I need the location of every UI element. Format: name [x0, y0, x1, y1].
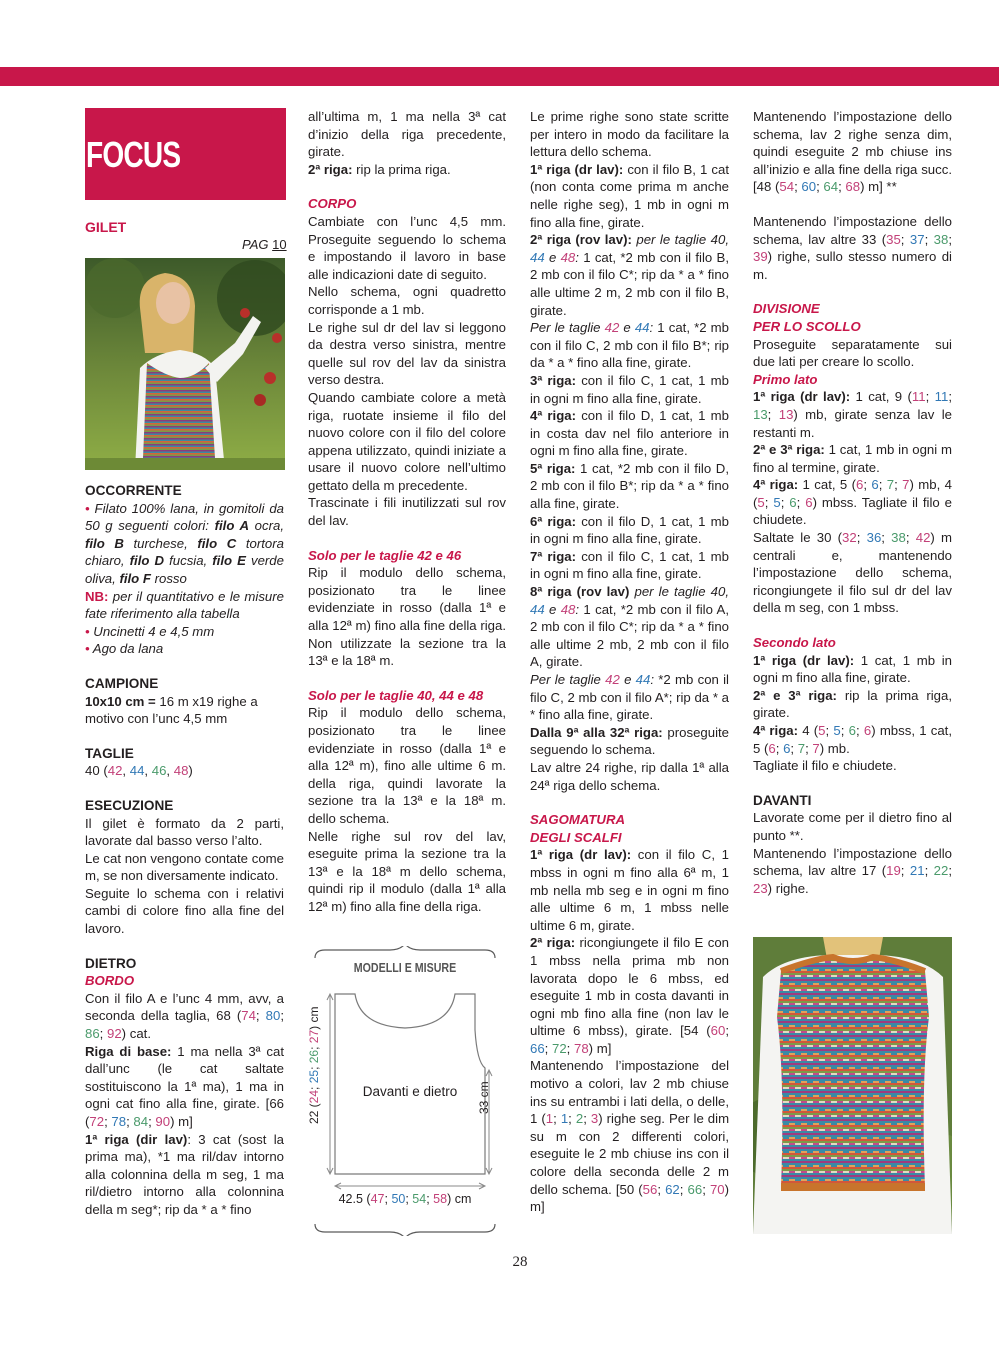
execution-text-1: Il gilet è formato da 2 parti, lavorate dal basso verso l’alto. — [85, 815, 284, 849]
c4-text-2: Mantenendo l’impostazione dello schema, lav altre 33 (35; 37; 38; 39) righe, sullo stesso numero di m. — [753, 213, 952, 282]
column-2 — [308, 108, 506, 916]
c3-row-6: 6ª riga: con il filo D, 1 cat, 1 mb in ogni m fino alla fine, girate. — [530, 513, 729, 547]
page-number: 28 — [512, 1254, 528, 1270]
section-title: FOCUS — [86, 134, 181, 175]
c3-row-8-alt: Per le taglie 42 e 44: *2 mb con il filo C, 2 mb con il filo A*; rip da * a * fino alla fine, girate. — [530, 672, 729, 723]
front-text-1: Lavorate come per il dietro fino al punto **. — [753, 810, 952, 843]
subheading-sagomatura: SAGOMATURA DEGLI SCALFI — [530, 812, 625, 845]
materials-note: NB: per il quantitativo e le misure fate riferimento alla tabella — [85, 588, 284, 622]
back-border-text: Con il filo A e l’unc 4 mm, avv, a seconda della taglia, 68 (74; 80; 86; 92) cat. — [85, 990, 284, 1042]
diagram-height-right: 33 cm — [477, 1081, 491, 1114]
subheading-bordo: BORDO — [85, 973, 135, 989]
heading-occorrente: OCCORRENTE — [85, 483, 182, 498]
heading-taglie: TAGLIE — [85, 745, 134, 761]
armhole-row-2: 2ª riga: ricongiungete il filo E con 1 mbss nella prima mb non lavorata dopo le 6 mbss, ed eseguite 1 mb in costa davanti in ogni mb fino alla fine (non lav le ultime 6 mbss), girate. [54 (60; 66; 72; 78) m] — [530, 935, 729, 1056]
c3-row-3: 3ª riga: con il filo C, 1 cat, 1 mb in ogni m fino alla fine, girate. — [530, 372, 729, 406]
materials-needle: • Ago da lana — [85, 641, 164, 657]
column-4 — [753, 108, 952, 897]
column-1 — [85, 482, 284, 1219]
subheading-divisione: DIVISIONE PER LO SCOLLO — [753, 301, 861, 334]
diagram-title: MODELLI E MISURE — [353, 960, 457, 975]
body-text-5: Trascinate i fili inutilizzati sul rov del lav. — [308, 495, 506, 529]
top-accent-bar — [0, 67, 999, 86]
armhole-row-1: 1ª riga (dr lav): con il filo C, 1 mbss in ogni m fino alla 6ª m, 1 mb nella mb seg e in ogni m fino alle ultime 6 m, 1 mbss nelle ultime 6 m, girate. — [530, 847, 729, 933]
armhole-text: Mantenendo l’impostazione del motivo a colori, lav 2 mb chiuse ins su entrambi i lati della, o delle, 1 (1; 1; 2; 3) righe seg. Per le dim su m con 2 differenti colori, eseguite le 2 mb chiuse ins con il colore della seconda delle 2 m dello schema. [50 (56; 62; 66; 70) m] — [530, 1058, 730, 1215]
column-3 — [530, 108, 729, 1216]
c3-rows-24: Lav altre 24 righe, rip dalla 1ª alla 24ª riga dello schema. — [530, 759, 729, 793]
sizes-text: 40 (42, 44, 46, 48) — [85, 763, 193, 779]
heading-davanti: DAVANTI — [753, 792, 812, 808]
heading-campione: CAMPIONE — [85, 675, 159, 691]
body-text-1: Cambiate con l’unc 4,5 mm. Proseguite seguendo lo schema e impostando il lavoro in base alle indicazioni date di seguito. — [308, 213, 506, 282]
diagram-width-bottom: 42.5 (47; 50; 54; 58) cm — [338, 1192, 472, 1206]
intro-text: Le prime righe sono state scritte per intero in modo da facilitare la lettura dello schema. — [530, 109, 729, 160]
side2-row-4: 4ª riga: 4 (5; 5; 6; 6) mbss, 1 cat, 5 (6; 6; 7; 7) mb. — [753, 723, 953, 756]
body-text-3: Le righe sul dr del lav si leggono da destra verso sinistra, mentre quelle sul rov del lav da sinistra verso destra. — [308, 319, 506, 388]
side1-skip: Saltate le 30 (32; 36; 38; 42) m centrali e, mantenendo l’impostazione dello schema, ricongiungete il filo sul dr del lav della m seg, con 1 mbss. — [753, 530, 953, 616]
side2-row-1: 1ª riga (dr lav): 1 cat, 1 mb in ogni m fino alla fine, girate. — [753, 652, 953, 686]
model-photo — [85, 258, 285, 470]
pattern-title: GILET — [85, 219, 127, 235]
sizes-42-46-text: Rip il modulo dello schema, posizionato tra le linee evidenziate in rosso (dalla 1ª e alla 12ª m) fino alla fine della riga. Non utilizzate la sezione tra la 13ª e la 18ª m. — [308, 565, 506, 669]
body-text-2: Nello schema, ogni quadretto corrisponde a 1 mb. — [308, 284, 506, 317]
execution-text-3: Seguite lo schema con i relativi cambi di colore fino alla fine del lavoro. — [85, 885, 284, 937]
side1-row-1: 1ª riga (dr lav): 1 cat, 9 (11; 11; 13; 13) mb, girate senza lav le restanti m. — [753, 389, 953, 440]
back-view-photo — [753, 937, 952, 1234]
c3-row-4: 4ª riga: con il filo D, 1 cat, 1 mb in costa dav nel filo anteriore in ogni m fino alla fine, girate. — [530, 408, 729, 459]
side2-end: Tagliate il filo e chiudete. — [753, 758, 897, 774]
subheading-primo-lato: Primo lato — [753, 371, 818, 387]
materials-yarn: • Filato 100% lana, in gomitoli da 50 g seguenti colori: filo A ocra, filo B turchese, filo C tortora chiaro, filo D fucsia, filo E verde oliva, filo F rosso — [85, 500, 284, 586]
back-row-1: 1ª riga (dir lav): 3 cat (sost la prima ma), *1 ma ril/dav intorno alla colonnina della m seg, 1 ma ril/dietro intorno alla colonnina della m seg*; rip da * a * fino — [85, 1131, 284, 1217]
subheading-corpo: CORPO — [308, 196, 357, 212]
c3-row-2-alt: Per le taglie 42 e 44: 1 cat, *2 mb con il filo C, 2 mb con il filo B*; rip da * a * fino alla fine, girate. — [530, 320, 729, 371]
sizes-40-44-48-text-2: Nelle righe sul rov del lav, eseguite prima la sezione tra la 13ª e la 18ª m dello schema, quindi rip il modulo (dalla 1ª alla 12ª m) fino alla fine della riga. — [308, 828, 506, 914]
side2-row-2-3: 2ª e 3ª riga: rip la prima riga, girate. — [753, 687, 952, 721]
side1-row-2-3: 2ª e 3ª riga: 1 cat, 1 mb in ogni m fino al termine, girate. — [753, 442, 952, 475]
c3-row-5: 5ª riga: 1 cat, *2 mb con il filo D, 2 mb con il filo B*; rip da * a * fino alla fine, girate. — [530, 460, 729, 512]
c4-text-1: Mantenendo l’impostazione dello schema, lav 2 righe senza dim, quindi eseguite 2 mb chiuse ins all’inizio e alla fine della riga succ. [48 (54; 60; 64; 68) m] ** — [753, 109, 952, 195]
materials-hooks: • Uncinetti 4 e 4,5 mm — [85, 623, 215, 639]
front-text-2: Mantenendo l’impostazione dello schema, lav altre 17 (19; 21; 22; 23) righe. — [753, 845, 952, 896]
c3-rows-9-32: Dalla 9ª alla 32ª riga: proseguite seguendo lo schema. — [530, 724, 729, 758]
measurements-diagram — [305, 946, 505, 1236]
subheading-sizes-42-46: Solo per le taglie 42 e 46 — [308, 547, 462, 563]
subheading-secondo-lato: Secondo lato — [753, 635, 836, 651]
body-text-4: Quando cambiate colore a metà riga, ruotate insieme il filo del nuovo colore con il filo del colore appena utilizzato, quindi iniziate a usare il nuovo colore nell’ultimo gettato della m precedente. — [308, 389, 506, 493]
page-reference: PAG 10 — [242, 237, 287, 252]
back-row-1-cont: all’ultima m, 1 ma nella 3ª cat d’inizio della riga precedente, girate. — [308, 109, 506, 160]
execution-text-2: Le cat non vengono contate come m, se non diversamente indicato. — [85, 850, 284, 884]
c3-row-2: 2ª riga (rov lav): per le taglie 40, 44 e 48: 1 cat, *2 mb con il filo B, 2 mb con il filo C*; rip da * a * fino alle ultime 2 m, 2 mb con il filo B, girate. — [530, 232, 729, 318]
back-base-row: Riga di base: 1 ma nella 3ª cat dall’unc (le cat saltate sostituiscono la 1ª ma), 1 ma in ogni cat fino alla fine, girate. [66 (72; 78; 84; 90) m] — [85, 1043, 284, 1129]
heading-esecuzione: ESECUZIONE — [85, 797, 174, 813]
side1-row-4: 4ª riga: 1 cat, 5 (6; 6; 7; 7) mb, 4 (5; 5; 6; 6) mbss. Tagliate il filo e chiudete. — [753, 477, 953, 528]
gauge-text: 10x10 cm = 16 m x19 righe a motivo con l’unc 4,5 mm — [85, 693, 258, 727]
diagram-inner-label: Davanti e dietro — [362, 1084, 458, 1099]
back-row-2: 2ª riga: rip la prima riga. — [308, 161, 451, 177]
heading-dietro: DIETRO — [85, 955, 137, 971]
subheading-sizes-40-44-48: Solo per le taglie 40, 44 e 48 — [308, 687, 484, 703]
c3-row-7: 7ª riga: con il filo C, 1 cat, 1 mb in ogni m fino alla fine, girate. — [530, 548, 729, 582]
c3-row-8: 8ª riga (rov lav) per le taglie 40, 44 e 48: 1 cat, *2 mb con il filo A, 2 mb con il filo C*; rip da * a * fino alle ultime 2 mb, 2 mb con il filo A, girate. — [530, 584, 729, 670]
c3-row-1: 1ª riga (dr lav): con il filo B, 1 cat (non conta come prima m anche nelle righe seg), 1 mb in ogni m fino alla fine, girate. — [530, 161, 729, 230]
diagram-height-left: 22 (24; 25; 26; 27) cm — [307, 1006, 321, 1124]
neck-intro: Proseguite separatamente sui due lati per creare lo scollo. — [753, 336, 952, 370]
sizes-40-44-48-text-1: Rip il modulo dello schema, posizionato tra le linee evidenziate in rosso (dalla 1ª e alla 12ª m), fino alle ultime 6 m. della riga, quindi lavorate la sezione tra la 13ª e la 18ª m. dello schema. — [308, 705, 506, 826]
